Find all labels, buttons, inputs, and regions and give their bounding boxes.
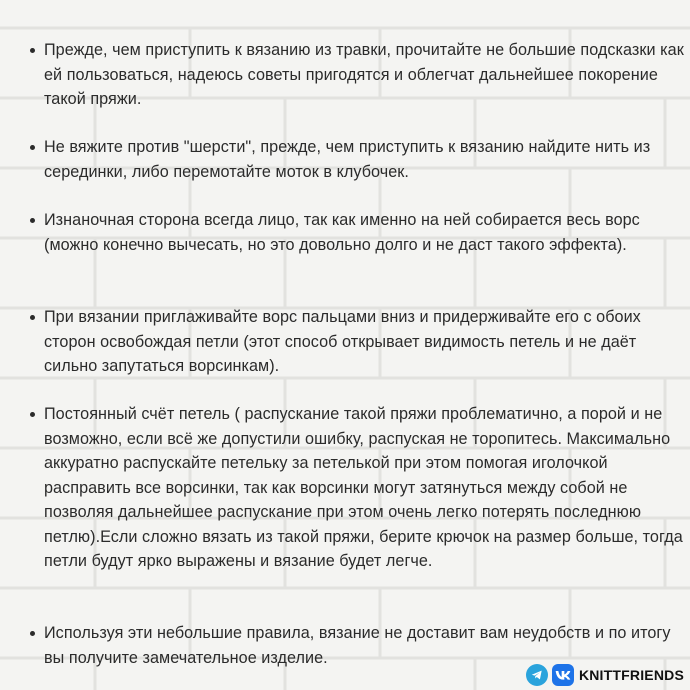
telegram-icon [526,664,548,686]
tip-item: Прежде, чем приступить к вязанию из травки, прочитайте не большие подсказки как ей пользоваться, надеюсь советы пригодятся и облегчат дальнейшее покорение такой пряжи. [44,38,684,112]
brand-name: KNITTFRIENDS [578,667,684,683]
vk-icon [552,664,574,686]
tip-item: Постоянный счёт петель ( распускание такой пряжи проблематично, а порой и не возможно, если всё же допустили ошибку, распуская не торопитесь. Максимально аккуратно распускайте петельку за петелькой при этом помогая иголочкой расправить все ворсинки, так как ворсинки могут затянуться между собой не позволяя дальнейшее распускание при этом очень легко потерять последнюю петлю).Если сложно вязать из такой пряжи, берите крючок на размер больше, тогда петли будут ярко выражены и вязание будет легче. [44,402,684,574]
tip-item: Используя эти небольшие правила, вязание не доставит вам неудобств и по итогу вы получите замечательное изделие. [44,621,684,670]
tip-item: Не вяжите против "шерсти", прежде, чем приступить к вязанию найдите нить из серединки, либо перемотайте моток в клубочек. [44,135,684,184]
brand-signature [526,662,684,688]
tip-item: При вязании приглаживайте ворс пальцами вниз и придерживайте его с обоих сторон освобождая петли (этот способ открывает видимость петель и не даёт сильно запутаться ворсинкам). [44,305,684,379]
tip-item: Изнаночная сторона всегда лицо, так как именно на ней собирается весь ворс (можно конечно вычесать, но это довольно долго и не даст такого эффекта). [44,208,684,257]
